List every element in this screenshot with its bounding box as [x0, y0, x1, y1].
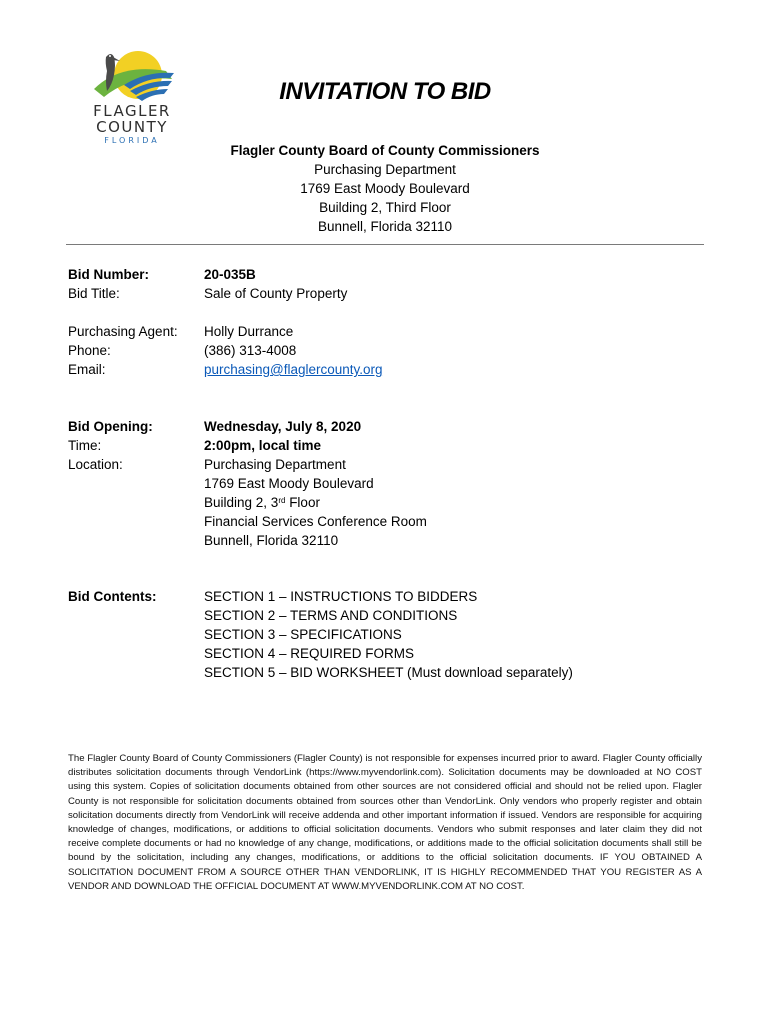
contents-section-3: SECTION 3 – SPECIFICATIONS [204, 627, 402, 642]
contents-section-1: SECTION 1 – INSTRUCTIONS TO BIDDERS [204, 589, 478, 604]
bid-title-label: Bid Title: [68, 286, 120, 301]
logo-line-flagler: FLAGLER [93, 102, 171, 120]
bid-number-label: Bid Number: [68, 267, 149, 282]
organization-name: Flagler County Board of County Commissioners [230, 143, 540, 158]
header-divider [66, 244, 704, 245]
disclaimer-paragraph: The Flagler County Board of County Commissioners (Flagler County) is not responsible for expenses incurred prior to award. Flagler County officially distributes solicitation documents through VendorLink (https://www.myvendorlink.com). Solicitation documents may be downloaded at NO COST using this system. Copies of solicitation documents obtained from other sources are not considered official and should not be relied upon. Flagler County is not responsible for solicitation documents obtained from sources other than VendorLink. Only vendors who properly register and obtain solicitation documents directly from VendorLink will receive addenda and other important information if issued. Vendors are responsible for acquiring knowledge of changes, modifications, or additions to official solicitation documents. Vendors who submit responses and later claim they did not receive complete documents or had no knowledge of any change, modifications, or additions made to the official solicitation documents shall still be bound by the solicitation, including any changes, modifications, or additions to the official solicitation documents. IF YOU OBTAINED A SOLICITATION DOCUMENT FROM A SOURCE OTHER THAN VENDORLINK, IT IS HIGHLY RECOMMENDED THAT YOU REGISTER AS A VENDOR AND DOWNLOAD THE OFFICIAL DOCUMENT AT WWW.MYVENDORLINK.COM AT NO COST. [68, 753, 702, 892]
bid-opening-time: 2:00pm, local time [204, 438, 322, 453]
bid-title-value: Sale of County Property [204, 286, 348, 301]
location-line-5: Bunnell, Florida 32110 [204, 533, 339, 548]
phone-label: Phone: [68, 343, 111, 358]
purchasing-agent-value: Holly Durrance [204, 324, 294, 339]
page-title: INVITATION TO BID [279, 78, 491, 105]
location-line-4: Financial Services Conference Room [204, 514, 427, 529]
logo-line-florida: FLORIDA [104, 136, 160, 145]
bid-opening-date: Wednesday, July 8, 2020 [204, 419, 362, 434]
time-label: Time: [68, 438, 102, 453]
phone-value: (386) 313-4008 [204, 343, 297, 358]
flagler-county-logo [80, 45, 180, 145]
email-link[interactable]: purchasing@flaglercounty.org [204, 362, 383, 377]
ordinal-suffix: rd [278, 496, 286, 505]
bid-contents-label: Bid Contents: [68, 589, 157, 604]
location-label: Location: [68, 457, 123, 472]
location-line-2: 1769 East Moody Boulevard [204, 476, 374, 491]
bid-number-value: 20-035B [204, 267, 256, 282]
email-label: Email: [68, 362, 106, 377]
contents-section-2: SECTION 2 – TERMS AND CONDITIONS [204, 608, 458, 623]
city-state-zip: Bunnell, Florida 32110 [317, 219, 453, 234]
building-floor: Building 2, Third Floor [319, 200, 451, 215]
heron-sun-logo-icon [80, 45, 180, 105]
contents-section-5: SECTION 5 – BID WORKSHEET (Must download separately) [204, 665, 573, 680]
logo-line-county: COUNTY [96, 118, 168, 136]
purchasing-agent-label: Purchasing Agent: [68, 324, 178, 339]
contents-section-4: SECTION 4 – REQUIRED FORMS [204, 646, 415, 661]
location-floor: Floor [285, 495, 320, 510]
logo-wordmark [84, 104, 180, 145]
street-address: 1769 East Moody Boulevard [300, 181, 470, 196]
location-building: Building 2, 3 [204, 495, 279, 510]
department-name: Purchasing Department [314, 162, 456, 177]
issuer-address [230, 141, 540, 236]
bid-opening-label: Bid Opening: [68, 419, 153, 434]
location-line-1: Purchasing Department [204, 457, 346, 472]
location-line-3 [204, 493, 320, 512]
